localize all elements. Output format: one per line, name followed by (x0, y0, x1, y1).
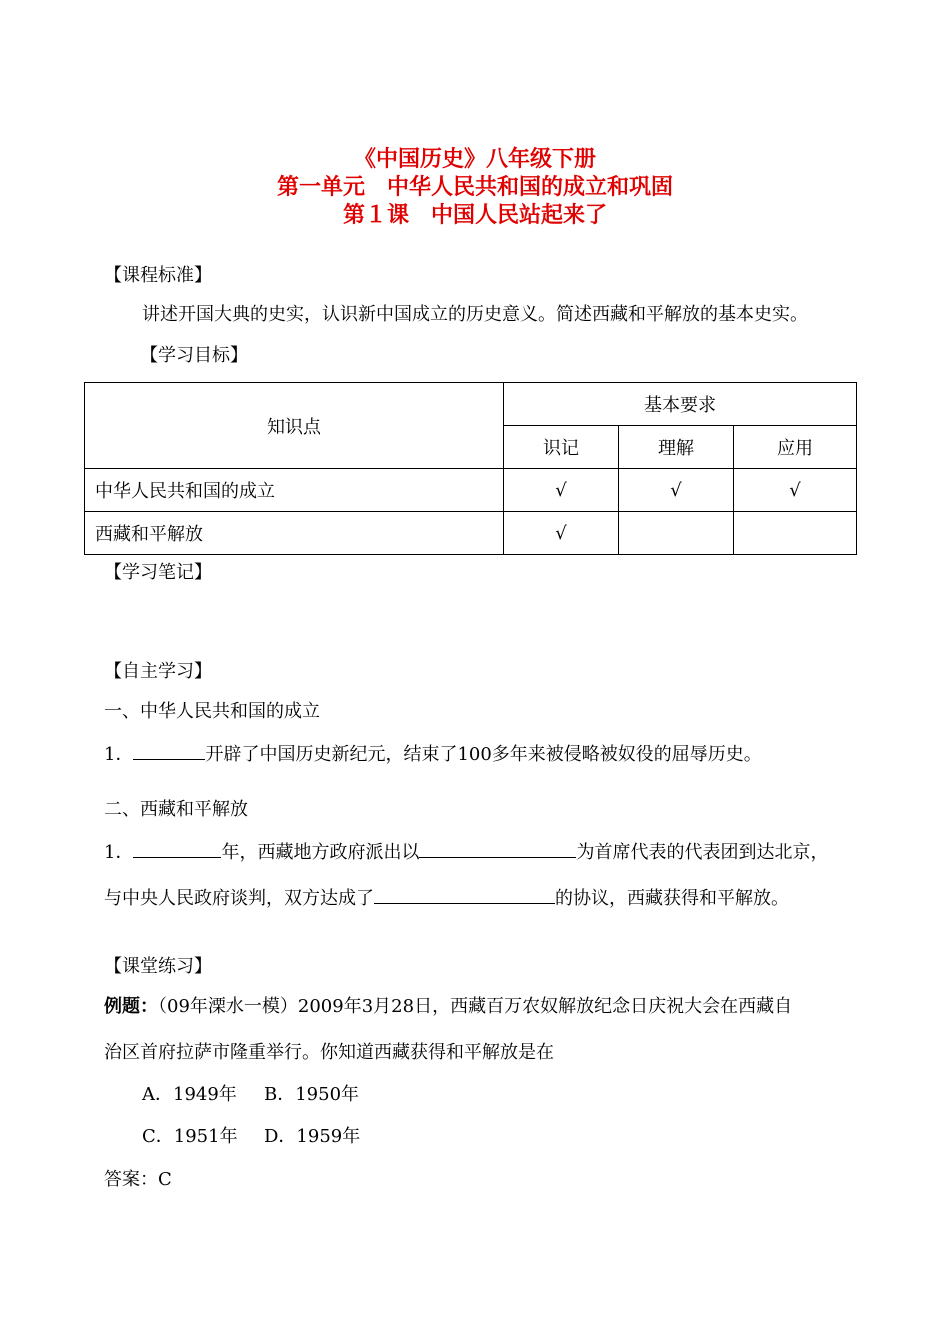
knowledge-point-name: 西藏和平解放 (85, 512, 504, 555)
part-1-item (104, 741, 762, 767)
self-study-heading: 【自主学习】 (104, 661, 212, 682)
option-b: B．1950年 (264, 1084, 360, 1105)
item-text: 为首席代表的代表团到达北京， (576, 842, 829, 863)
part-2-item-line-2 (104, 885, 789, 911)
header-apply: 应用 (734, 426, 857, 469)
check-mark: √ (619, 469, 734, 512)
check-mark (734, 512, 857, 555)
item-number: 1． (104, 842, 134, 863)
option-d: D．1959年 (264, 1126, 361, 1147)
example-text: （09年溧水一模）2009年3月28日，西藏百万农奴解放纪念日庆祝大会在西藏自 (158, 996, 793, 1017)
table-row (85, 469, 857, 512)
document-title-line-2: 第一单元 中华人民共和国的成立和巩固 (276, 175, 673, 200)
part-1-heading: 一、中华人民共和国的成立 (104, 701, 320, 722)
table-row (85, 512, 857, 555)
option-a: A．1949年 (142, 1084, 237, 1105)
answer: 答案：C (104, 1169, 172, 1190)
example-question-line-2: 治区首府拉萨市隆重举行。你知道西藏获得和平解放是在 (104, 1042, 554, 1063)
option-c: C．1951年 (142, 1126, 238, 1147)
example-question-line-1 (104, 995, 792, 1019)
fill-blank-agreement[interactable] (374, 885, 555, 904)
header-understand: 理解 (619, 426, 734, 469)
course-standard-heading: 【课程标准】 (104, 265, 212, 286)
check-mark: √ (504, 512, 619, 555)
item-text: 开辟了中国历史新纪元，结束了100多年来被侵略被奴役的屈辱历史。 (205, 744, 762, 765)
item-text: 的协议，西藏获得和平解放。 (555, 888, 789, 909)
document-title-line-1: 《中国历史》八年级下册 (353, 147, 596, 172)
part-2-heading: 二、西藏和平解放 (104, 799, 248, 820)
basic-requirements-header: 基本要求 (504, 383, 857, 426)
item-number: 1． (104, 744, 134, 765)
learning-goals-heading: 【学习目标】 (140, 345, 248, 366)
knowledge-point-header: 知识点 (85, 383, 504, 469)
header-memorize: 识记 (504, 426, 619, 469)
item-text: 年，西藏地方政府派出以 (221, 842, 420, 863)
knowledge-point-name: 中华人民共和国的成立 (85, 469, 504, 512)
course-standard-text: 讲述开国大典的史实，认识新中国成立的历史意义。简述西藏和平解放的基本史实。 (142, 304, 808, 325)
learning-goals-table (84, 382, 857, 555)
class-practice-heading: 【课堂练习】 (104, 956, 212, 977)
fill-blank-year[interactable] (133, 839, 221, 858)
fill-blank[interactable] (133, 741, 205, 760)
check-mark: √ (504, 469, 619, 512)
part-2-item-line-1 (104, 839, 828, 865)
example-label: 例题： (104, 996, 158, 1017)
fill-blank-representative[interactable] (419, 839, 576, 858)
document-title-line-3: 第１课 中国人民站起来了 (342, 203, 607, 228)
check-mark: √ (734, 469, 857, 512)
study-notes-heading: 【学习笔记】 (104, 562, 212, 583)
check-mark (619, 512, 734, 555)
item-text: 与中央人民政府谈判，双方达成了 (104, 888, 374, 909)
